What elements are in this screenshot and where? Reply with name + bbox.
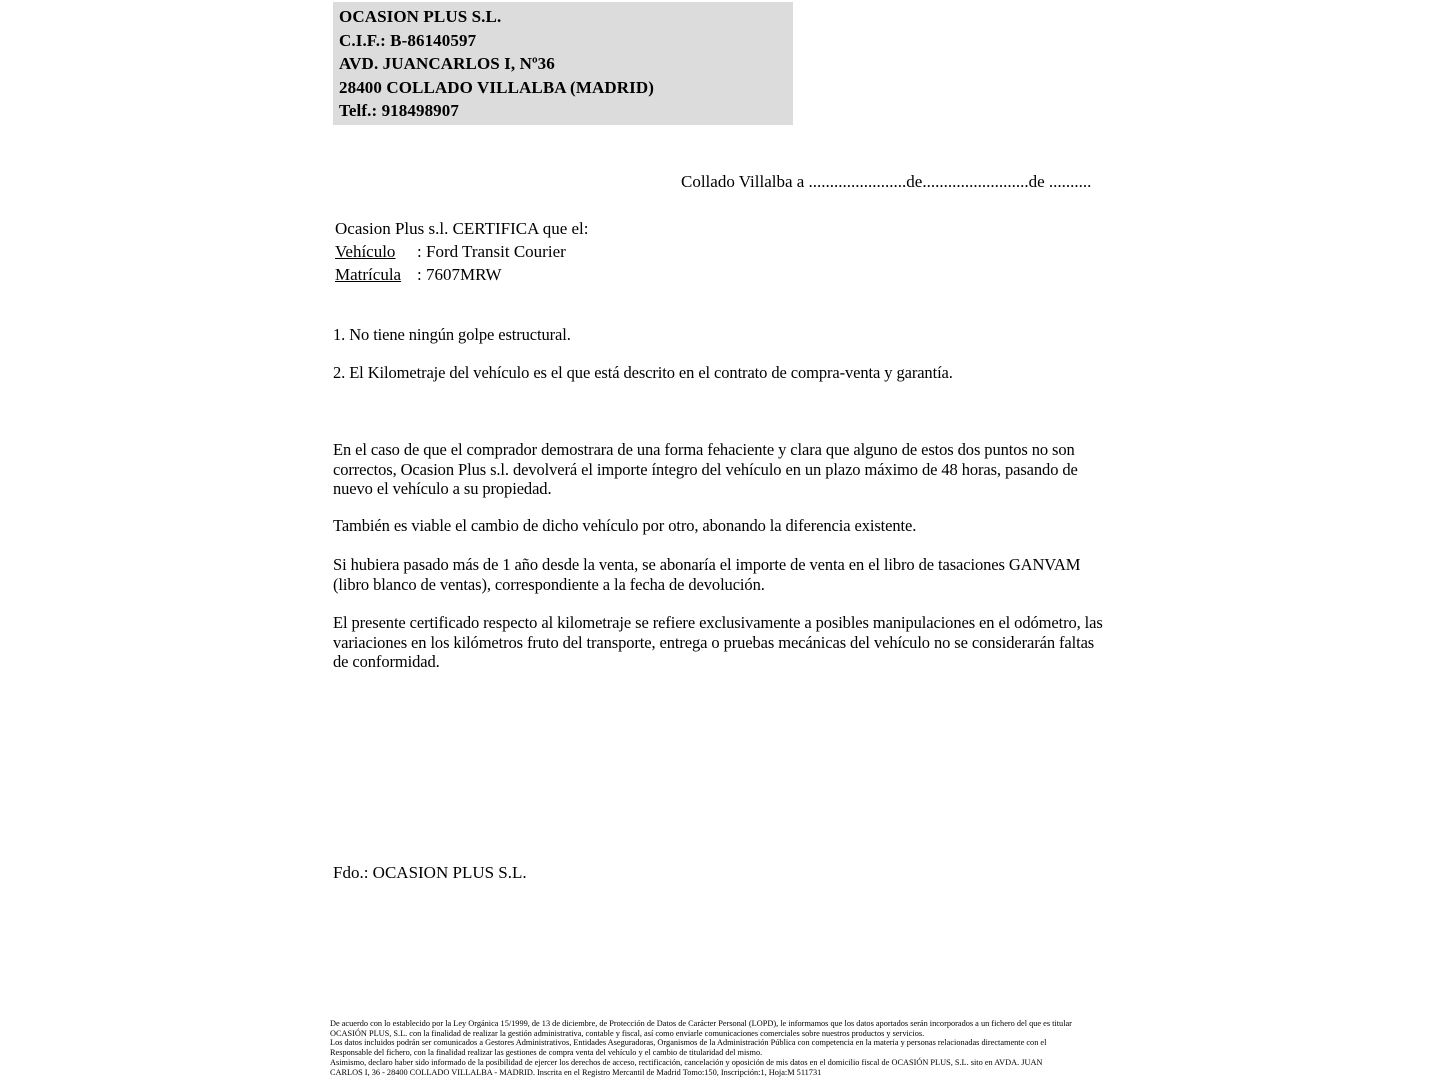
company-address: AVD. JUANCARLOS I, Nº36 — [339, 54, 555, 73]
paragraph-odometer-clause: El presente certificado respecto al kilometraje se refiere exclusivamente a posibles manipulaciones en el odómetro, las variaciones en los kilómetros fruto del transporte, entrega o pruebas mecánicas del vehículo no se considerarán faltas de conformidad. — [333, 613, 1103, 671]
legal-line: OCASIÓN PLUS, S.L. con la finalidad de realizar la gestión administrativa, contable y fiscal, así como enviarle comunicaciones comerciales sobre nuestros productos y servicios. — [330, 1028, 925, 1038]
date-line: Collado Villalba a .......................de.........................de .......... — [681, 172, 1092, 191]
vehicle-label: Vehículo — [335, 242, 396, 261]
company-header-box — [333, 2, 793, 125]
legal-line: De acuerdo con lo establecido por la Ley Orgánica 15/1999, de 13 de diciembre, de Protección de Datos de Carácter Personal (LOPD), le informamos que los datos aportados serán incorporados a un fichero del que es titular — [330, 1019, 1072, 1028]
legal-line: CARLOS I, 36 - 28400 COLLADO VILLALBA - MADRID. Inscrita en el Registro Mercantil de Madrid Tomo:150, Inscripción:1, Hoja:M 511731 — [330, 1067, 822, 1077]
company-name: OCASION PLUS S.L. — [339, 7, 502, 26]
company-phone: Telf.: 918498907 — [339, 101, 459, 120]
company-cif: C.I.F.: B-86140597 — [339, 30, 477, 50]
legal-footer — [330, 1019, 1120, 1077]
legal-line: Asimismo, declaro haber sido informado de la posibilidad de ejercer los derechos de acceso, rectificación, cancelación y oposición de mis datos en el domicilio fiscal de OCASIÓN PLUS, S.L. sito en AVDA. JUAN — [330, 1057, 1043, 1067]
point-mileage-contract: 2. El Kilometraje del vehículo es el que está descrito en el contrato de compra-venta y garantía. — [333, 363, 953, 382]
plate-separator: : — [417, 265, 426, 284]
certification-intro: Ocasion Plus s.l. CERTIFICA que el: — [335, 219, 589, 238]
vehicle-separator: : — [417, 242, 426, 261]
company-city: 28400 COLLADO VILLALBA (MADRID) — [339, 77, 654, 97]
plate-row — [335, 263, 589, 286]
vehicle-value: Ford Transit Courier — [425, 242, 566, 261]
legal-line: Los datos incluidos podrán ser comunicados a Gestores Administrativos, Entidades Aseguradoras, Organismos de la Administración Pública con competencia en la materia y personas relacionadas directamente con el — [330, 1038, 1047, 1048]
paragraph-refund-clause: En el caso de que el comprador demostrara de una forma fehaciente y clara que alguno de estos dos puntos no son correctos, Ocasion Plus s.l. devolverá el importe íntegro del vehículo en un plazo máximo de 48 horas, pasando de nuevo el vehículo a su propiedad. — [333, 440, 1078, 498]
signature-line: Fdo.: OCASION PLUS S.L. — [333, 863, 527, 882]
point-no-structural-damage: 1. No tiene ningún golpe estructural. — [333, 325, 571, 344]
certification-block — [335, 217, 589, 286]
plate-value: 7607MRW — [425, 265, 502, 284]
vehicle-row — [335, 240, 589, 263]
legal-line: Responsable del fichero, con la finalidad realizar las gestiones de compra venta del vehículo y el cambio de titularidad del mismo. — [330, 1048, 763, 1058]
plate-label: Matrícula — [335, 265, 402, 284]
paragraph-exchange-clause: También es viable el cambio de dicho vehículo por otro, abonando la diferencia existente. — [333, 516, 917, 535]
paragraph-ganvam-clause: Si hubiera pasado más de 1 año desde la venta, se abonaría el importe de venta en el libro de tasaciones GANVAM (libro blanco de ventas), correspondiente a la fecha de devolución. — [333, 555, 1081, 594]
